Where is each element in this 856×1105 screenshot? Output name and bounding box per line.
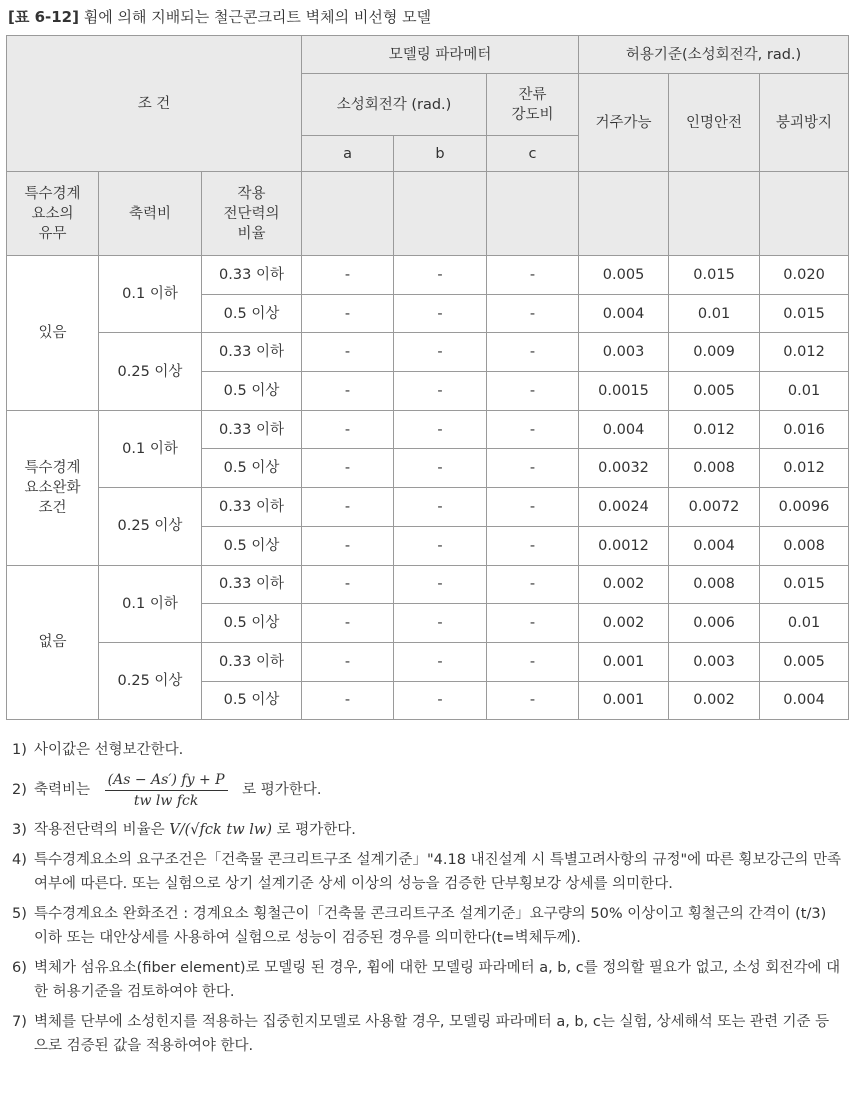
header-residual-strength: 잔류 강도비 [487, 74, 579, 136]
cell-c: - [487, 604, 579, 643]
table-title [8, 6, 431, 27]
cell-shear-ratio: 0.33 이하 [202, 410, 302, 449]
cell-b: - [394, 565, 487, 604]
table-caption: 휨에 의해 지배되는 철근콘크리트 벽체의 비선형 모델 [83, 8, 432, 26]
cell-c: - [487, 294, 579, 333]
cell-a: - [302, 333, 394, 372]
cell-axial-ratio: 0.1 이하 [99, 410, 202, 487]
cell-c: - [487, 372, 579, 411]
table-row [7, 333, 849, 372]
axial-ratio-formula [105, 770, 228, 811]
cell-cp: 0.01 [760, 604, 849, 643]
cell-shear-ratio: 0.33 이하 [202, 256, 302, 295]
cell-io: 0.004 [579, 410, 669, 449]
cell-io: 0.0015 [579, 372, 669, 411]
header-condition: 조 건 [7, 36, 302, 172]
header-blank [579, 172, 669, 256]
cell-cp: 0.004 [760, 681, 849, 720]
cell-b: - [394, 526, 487, 565]
cell-c: - [487, 642, 579, 681]
cell-b: - [394, 294, 487, 333]
cell-shear-ratio: 0.5 이상 [202, 526, 302, 565]
cell-ls: 0.004 [669, 526, 760, 565]
cell-shear-ratio: 0.5 이상 [202, 681, 302, 720]
cell-b: - [394, 256, 487, 295]
shear-ratio-formula: V/(√fck tw lw) [169, 822, 272, 838]
cell-io: 0.002 [579, 565, 669, 604]
cell-ls: 0.006 [669, 604, 760, 643]
cell-io: 0.001 [579, 681, 669, 720]
header-ls: 인명안전 [669, 74, 760, 172]
cell-ls: 0.01 [669, 294, 760, 333]
cell-a: - [302, 449, 394, 488]
cell-shear-ratio: 0.33 이하 [202, 642, 302, 681]
header-plastic-rotation: 소성회전각 (rad.) [302, 74, 487, 136]
footnote-text: 벽체가 섬유요소(fiber element)로 모델링 된 경우, 휨에 대한 모델링 파라메터 a, b, c를 정의할 필요가 없고, 소성 회전각에 대한 허용기준을 검토하여야 한다. [34, 960, 841, 1000]
cell-a: - [302, 526, 394, 565]
cell-a: - [302, 681, 394, 720]
header-shear-ratio: 작용 전단력의 비율 [202, 172, 302, 256]
cell-io: 0.004 [579, 294, 669, 333]
cell-b: - [394, 333, 487, 372]
header-a: a [302, 136, 394, 172]
cell-a: - [302, 565, 394, 604]
cell-shear-ratio: 0.5 이상 [202, 449, 302, 488]
cell-a: - [302, 410, 394, 449]
cell-c: - [487, 449, 579, 488]
cell-special-element: 특수경계 요소완화 조건 [7, 410, 99, 565]
cell-cp: 0.015 [760, 565, 849, 604]
cell-cp: 0.0096 [760, 488, 849, 527]
table-row [7, 642, 849, 681]
footnote-text: 사이값은 선형보간한다. [34, 742, 184, 758]
header-b: b [394, 136, 487, 172]
cell-cp: 0.008 [760, 526, 849, 565]
cell-shear-ratio: 0.5 이상 [202, 294, 302, 333]
cell-axial-ratio: 0.25 이상 [99, 333, 202, 410]
cell-a: - [302, 488, 394, 527]
cell-c: - [487, 681, 579, 720]
table-row [7, 565, 849, 604]
cell-axial-ratio: 0.25 이상 [99, 488, 202, 565]
cell-b: - [394, 372, 487, 411]
footnote-axial-formula: 2) 축력비는 (As − As′) fy + P tw lw fck 로 평가한다. [12, 771, 322, 809]
footnote: 5) 특수경계요소 완화조건 : 경계요소 횡철근이「건축물 콘크리트구조 설계기준」요구량의 50% 이상이고 횡철근의 간격이 (t/3) 이하 또는 대안상세를 사용하여 실험으로 성능이 검증된 경우를 의미한다(t=벽체두께). [12, 906, 827, 946]
cell-a: - [302, 642, 394, 681]
cell-io: 0.0024 [579, 488, 669, 527]
cell-ls: 0.008 [669, 565, 760, 604]
cell-a: - [302, 604, 394, 643]
cell-axial-ratio: 0.25 이상 [99, 642, 202, 719]
cell-cp: 0.020 [760, 256, 849, 295]
cell-c: - [487, 410, 579, 449]
cell-cp: 0.012 [760, 333, 849, 372]
cell-cp: 0.012 [760, 449, 849, 488]
footnote-text: 벽체를 단부에 소성힌지를 적용하는 집중힌지모델로 사용할 경우, 모델링 파라메터 a, b, c는 실험, 상세해석 또는 관련 기준 등으로 검증된 값을 적용하여야 한다. [34, 1014, 830, 1054]
cell-ls: 0.012 [669, 410, 760, 449]
nonlinear-model-table [6, 35, 849, 720]
cell-c: - [487, 565, 579, 604]
formula-denominator: tw lw fck [133, 792, 199, 809]
cell-c: - [487, 333, 579, 372]
cell-io: 0.0012 [579, 526, 669, 565]
footnote-text: 축력비는 [34, 782, 91, 798]
header-blank [760, 172, 849, 256]
cell-ls: 0.0072 [669, 488, 760, 527]
header-io: 거주가능 [579, 74, 669, 172]
formula-numerator: (As − As′) fy + P [105, 770, 228, 791]
header-acceptance: 허용기준(소성회전각, rad.) [579, 36, 849, 74]
cell-ls: 0.008 [669, 449, 760, 488]
cell-axial-ratio: 0.1 이하 [99, 256, 202, 333]
cell-a: - [302, 256, 394, 295]
cell-c: - [487, 488, 579, 527]
header-blank [487, 172, 579, 256]
cell-io: 0.002 [579, 604, 669, 643]
header-cp: 붕괴방지 [760, 74, 849, 172]
cell-b: - [394, 488, 487, 527]
cell-ls: 0.002 [669, 681, 760, 720]
footnote-text: 로 평가한다. [276, 822, 356, 838]
table-row [7, 488, 849, 527]
header-blank [394, 172, 487, 256]
footnote-text: 작용전단력의 비율은 [34, 822, 165, 838]
cell-cp: 0.01 [760, 372, 849, 411]
footnote: 6) 벽체가 섬유요소(fiber element)로 모델링 된 경우, 휨에 대한 모델링 파라메터 a, b, c를 정의할 필요가 없고, 소성 회전각에 대한 허용기준을 검토하여야 한다. [12, 960, 841, 1000]
cell-cp: 0.005 [760, 642, 849, 681]
cell-b: - [394, 449, 487, 488]
footnote-text: 특수경계요소 완화조건 : 경계요소 횡철근이「건축물 콘크리트구조 설계기준」요구량의 50% 이상이고 횡철근의 간격이 (t/3) 이하 또는 대안상세를 사용하여 실험으로 성능이 검증된 경우를 의미한다(t=벽체두께). [34, 906, 827, 946]
cell-b: - [394, 642, 487, 681]
cell-io: 0.003 [579, 333, 669, 372]
cell-a: - [302, 372, 394, 411]
cell-b: - [394, 604, 487, 643]
cell-b: - [394, 410, 487, 449]
cell-ls: 0.003 [669, 642, 760, 681]
footnotes [12, 738, 842, 1064]
footnote: 1) 사이값은 선형보간한다. [12, 742, 184, 758]
cell-shear-ratio: 0.33 이하 [202, 565, 302, 604]
header-modeling-params: 모델링 파라메터 [302, 36, 579, 74]
header-axial-ratio: 축력비 [99, 172, 202, 256]
cell-c: - [487, 526, 579, 565]
footnote-text: 로 평가한다. [242, 782, 322, 798]
footnote: 7) 벽체를 단부에 소성힌지를 적용하는 집중힌지모델로 사용할 경우, 모델링 파라메터 a, b, c는 실험, 상세해석 또는 관련 기준 등으로 검증된 값을 적용하여야 한다. [12, 1014, 830, 1054]
cell-c: - [487, 256, 579, 295]
header-special-element: 특수경계 요소의 유무 [7, 172, 99, 256]
cell-io: 0.005 [579, 256, 669, 295]
cell-shear-ratio: 0.5 이상 [202, 372, 302, 411]
cell-ls: 0.015 [669, 256, 760, 295]
cell-special-element: 있음 [7, 256, 99, 411]
cell-ls: 0.005 [669, 372, 760, 411]
cell-b: - [394, 681, 487, 720]
table-row [7, 410, 849, 449]
cell-cp: 0.016 [760, 410, 849, 449]
footnote-shear-formula: 3) 작용전단력의 비율은 V/(√fck tw lw) 로 평가한다. [12, 822, 356, 838]
cell-shear-ratio: 0.5 이상 [202, 604, 302, 643]
cell-a: - [302, 294, 394, 333]
cell-ls: 0.009 [669, 333, 760, 372]
footnote-text: 특수경계요소의 요구조건은「건축물 콘크리트구조 설계기준」"4.18 내진설계 시 특별고려사항의 규정"에 따른 횡보강근의 만족여부에 따른다. 또는 실험으로 상기 설계기준 상세 이상의 성능을 검증한 단부횡보강 상세를 의미한다. [34, 852, 842, 892]
cell-special-element: 없음 [7, 565, 99, 720]
cell-axial-ratio: 0.1 이하 [99, 565, 202, 642]
cell-io: 0.0032 [579, 449, 669, 488]
table-number: [표 6-12] [8, 8, 79, 26]
header-blank [669, 172, 760, 256]
footnote: 4) 특수경계요소의 요구조건은「건축물 콘크리트구조 설계기준」"4.18 내진설계 시 특별고려사항의 규정"에 따른 횡보강근의 만족여부에 따른다. 또는 실험으로 상기 설계기준 상세 이상의 성능을 검증한 단부횡보강 상세를 의미한다. [12, 852, 842, 892]
cell-shear-ratio: 0.33 이하 [202, 488, 302, 527]
cell-io: 0.001 [579, 642, 669, 681]
table-row [7, 256, 849, 295]
header-blank [302, 172, 394, 256]
cell-shear-ratio: 0.33 이하 [202, 333, 302, 372]
cell-cp: 0.015 [760, 294, 849, 333]
header-c: c [487, 136, 579, 172]
